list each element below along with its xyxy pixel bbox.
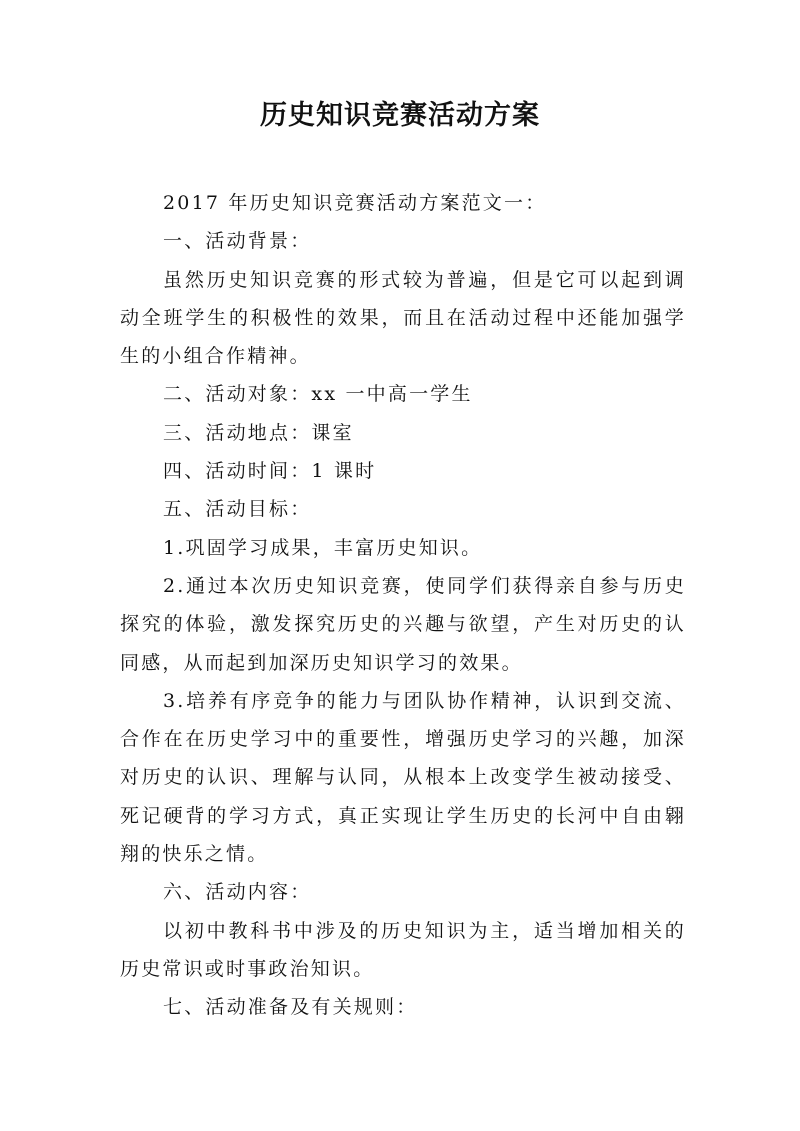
paragraph-location bbox=[120, 414, 686, 452]
paragraph-goal-2 bbox=[120, 567, 686, 682]
paragraph-text: 三、活动地点：课室 bbox=[163, 421, 354, 444]
paragraph-intro bbox=[120, 184, 686, 222]
paragraph-text: 2017 年历史知识竞赛活动方案范文一： bbox=[163, 192, 547, 214]
paragraph-text: 2.通过本次历史知识竞赛，使同学们获得亲自参与历史探究的体验，激发探究历史的兴趣与欲望，产生对历史的认同感，从而起到加深历史知识学习的效果。 bbox=[120, 574, 686, 674]
paragraph-text: 1.巩固学习成果，丰富历史知识。 bbox=[163, 536, 483, 559]
document-body bbox=[120, 184, 686, 1027]
heading-goals bbox=[120, 490, 686, 528]
paragraph-text: 二、活动对象：xx 一中高一学生 bbox=[163, 383, 473, 406]
heading-content bbox=[120, 873, 686, 911]
paragraph-text: 四、活动时间：1 课时 bbox=[163, 460, 377, 483]
paragraph-text: 六、活动内容： bbox=[163, 881, 312, 904]
document-title: 历史知识竞赛活动方案 bbox=[260, 100, 540, 131]
heading-rules bbox=[120, 988, 686, 1026]
paragraph-text: 五、活动目标： bbox=[163, 498, 312, 521]
paragraph-content bbox=[120, 912, 686, 989]
paragraph-background bbox=[120, 261, 686, 376]
paragraph-goal-1 bbox=[120, 529, 686, 567]
paragraph-text: 以初中教科书中涉及的历史知识为主，适当增加相关的历史常识或时事政治知识。 bbox=[120, 919, 686, 980]
paragraph-text: 一、活动背景： bbox=[163, 230, 312, 253]
heading-background bbox=[120, 222, 686, 260]
paragraph-text: 3.培养有序竞争的能力与团队协作精神，认识到交流、合作在在历史学习中的重要性，增强历史学习的兴趣，加深对历史的认识、理解与认同，从根本上改变学生被动接受、死记硬背的学习方式，真正实现让学生历史的长河中自由翱翔的快乐之情。 bbox=[120, 689, 686, 866]
paragraph-time bbox=[120, 452, 686, 490]
paragraph-text: 虽然历史知识竞赛的形式较为普遍，但是它可以起到调动全班学生的积极性的效果，而且在活动过程中还能加强学生的小组合作精神。 bbox=[120, 268, 686, 368]
paragraph-audience bbox=[120, 375, 686, 413]
paragraph-text: 七、活动准备及有关规则： bbox=[163, 996, 418, 1019]
paragraph-goal-3 bbox=[120, 682, 686, 873]
